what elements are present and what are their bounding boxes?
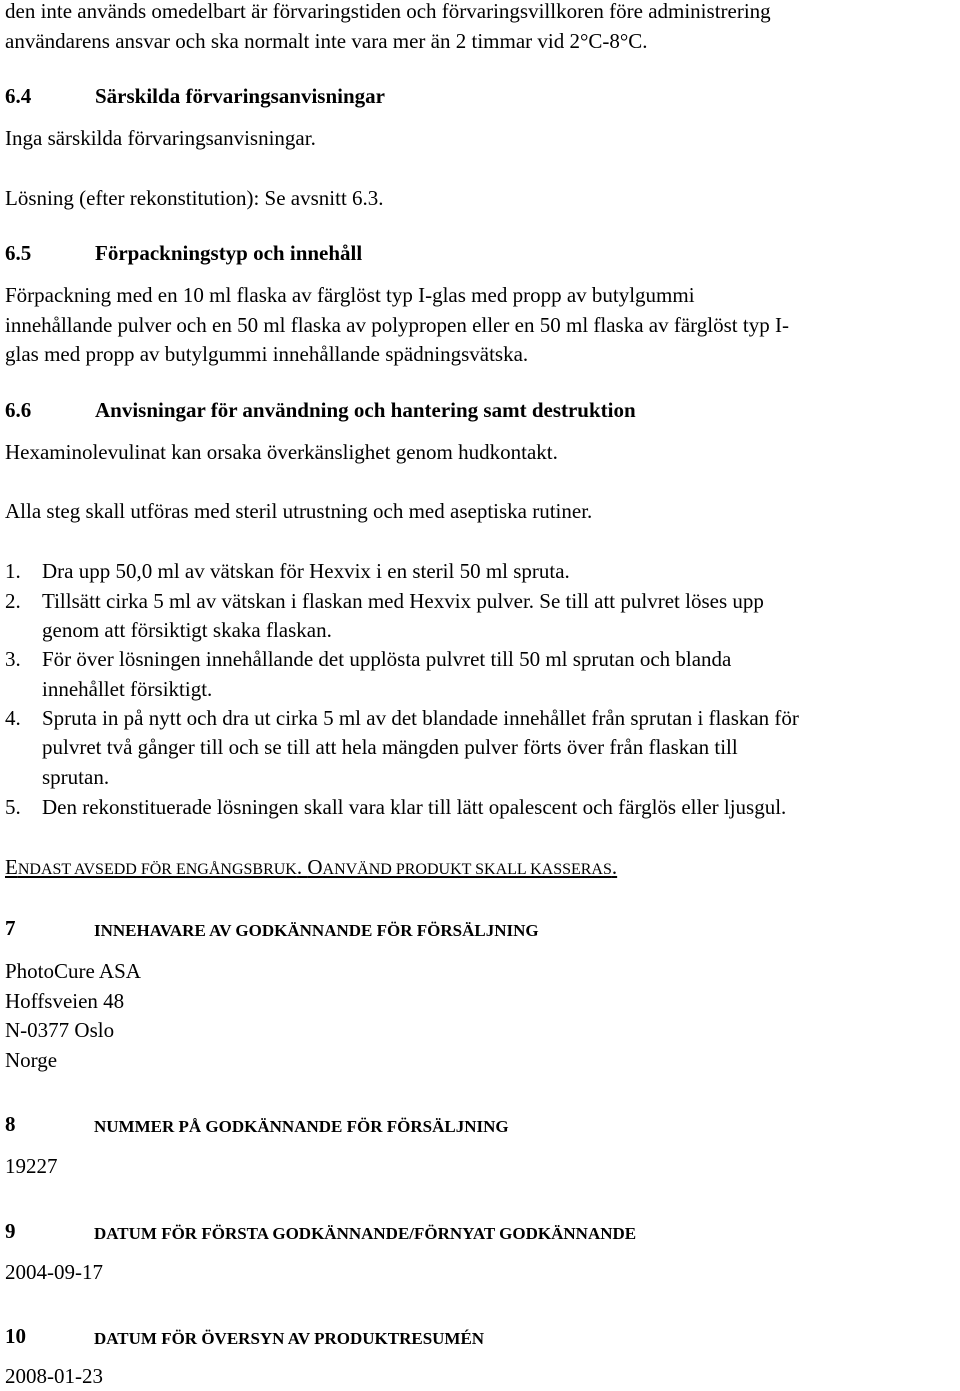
step-number: 5.: [5, 795, 21, 819]
section-7-number: 7: [5, 916, 16, 940]
notice-end-dot: .: [611, 855, 618, 879]
section-6-4-text-2: Lösning (efter rekonstitution): Se avsnitt 6.3.: [5, 186, 384, 210]
section-6-5-line-3: glas med propp av butylgummi innehållande spädningsvätska.: [5, 342, 529, 366]
section-10-title: DATUM FÖR ÖVERSYN AV PRODUKTRESUMÉN: [94, 1329, 485, 1348]
step-text: innehållet försiktigt.: [42, 677, 213, 701]
holder-name: PhotoCure ASA: [5, 959, 141, 983]
revision-date: 2008-01-23: [5, 1364, 103, 1388]
intro-line-2: användarens ansvar och ska normalt inte vara mer än 2 timmar vid 2°C-8°C.: [5, 29, 648, 53]
notice-discard-rest: ANVÄND PRODUKT SKALL KASSERAS: [322, 861, 612, 878]
step-text: Tillsätt cirka 5 ml av vätskan i flaskan med Hexvix pulver. Se till att pulvret löses upp: [42, 589, 764, 613]
step-number: 1.: [5, 559, 21, 583]
section-6-5-line-1: Förpackning med en 10 ml flaska av färglöst typ I-glas med propp av butylgummi: [5, 283, 695, 307]
section-9-title: DATUM FÖR FÖRSTA GODKÄNNANDE/FÖRNYAT GODKÄNNANDE: [94, 1224, 637, 1243]
notice-separator: .: [296, 855, 308, 879]
holder-city: N-0377 Oslo: [5, 1018, 115, 1042]
section-7-title: INNEHAVARE AV GODKÄNNANDE FÖR FÖRSÄLJNING: [94, 921, 539, 940]
section-8-title: NUMMER PÅ GODKÄNNANDE FÖR FÖRSÄLJNING: [94, 1117, 509, 1136]
step-text: Dra upp 50,0 ml av vätskan för Hexvix i en steril 50 ml spruta.: [42, 559, 570, 583]
section-9-number: 9: [5, 1219, 16, 1243]
step-text: sprutan.: [42, 765, 110, 789]
section-6-5-title: Förpackningstyp och innehåll: [95, 241, 363, 265]
authorization-number: 19227: [5, 1154, 58, 1178]
notice-single-use-rest: NDAST AVSEDD FÖR ENGÅNGSBRUK: [17, 861, 297, 878]
step-text: Den rekonstituerade lösningen skall vara klar till lätt opalescent och färglös eller ljusgul.: [42, 795, 787, 819]
section-6-5-number: 6.5: [5, 241, 32, 265]
section-6-6-text-2: Alla steg skall utföras med steril utrustning och med aseptiska rutiner.: [5, 499, 593, 523]
section-10-number: 10: [5, 1324, 26, 1348]
notice-cap-o: O: [307, 855, 323, 879]
section-6-6-title: Anvisningar för användning och hantering samt destruktion: [95, 398, 636, 422]
step-text: För över lösningen innehållande det upplösta pulvret till 50 ml sprutan och blanda: [42, 647, 732, 671]
intro-line-1: den inte används omedelbart är förvaringstiden och förvaringsvillkoren före administrering: [5, 0, 771, 23]
step-number: 4.: [5, 706, 21, 730]
step-number: 3.: [5, 647, 21, 671]
section-8-number: 8: [5, 1112, 16, 1136]
section-6-6-text-1: Hexaminolevulinat kan orsaka överkänslighet genom hudkontakt.: [5, 440, 558, 464]
section-6-6-number: 6.6: [5, 398, 32, 422]
step-number: 2.: [5, 589, 21, 613]
section-6-4-title: Särskilda förvaringsanvisningar: [95, 84, 385, 108]
step-text: Spruta in på nytt och dra ut cirka 5 ml av det blandade innehållet från sprutan i flaskan för: [42, 706, 799, 730]
holder-street: Hoffsveien 48: [5, 989, 125, 1013]
notice-cap-e: E: [5, 855, 18, 879]
step-text: genom att försiktigt skaka flaskan.: [42, 618, 332, 642]
first-authorization-date: 2004-09-17: [5, 1260, 103, 1284]
step-text: pulvret två gånger till och se till att hela mängden pulver förts över från flaskan till: [42, 735, 738, 759]
section-6-4-number: 6.4: [5, 84, 32, 108]
holder-country: Norge: [5, 1048, 58, 1072]
single-use-notice: [5, 853, 617, 884]
section-6-5-line-2: innehållande pulver och en 50 ml flaska av polypropen eller en 50 ml flaska av färglöst typ I-: [5, 313, 789, 337]
section-6-4-text-1: Inga särskilda förvaringsanvisningar.: [5, 126, 316, 150]
